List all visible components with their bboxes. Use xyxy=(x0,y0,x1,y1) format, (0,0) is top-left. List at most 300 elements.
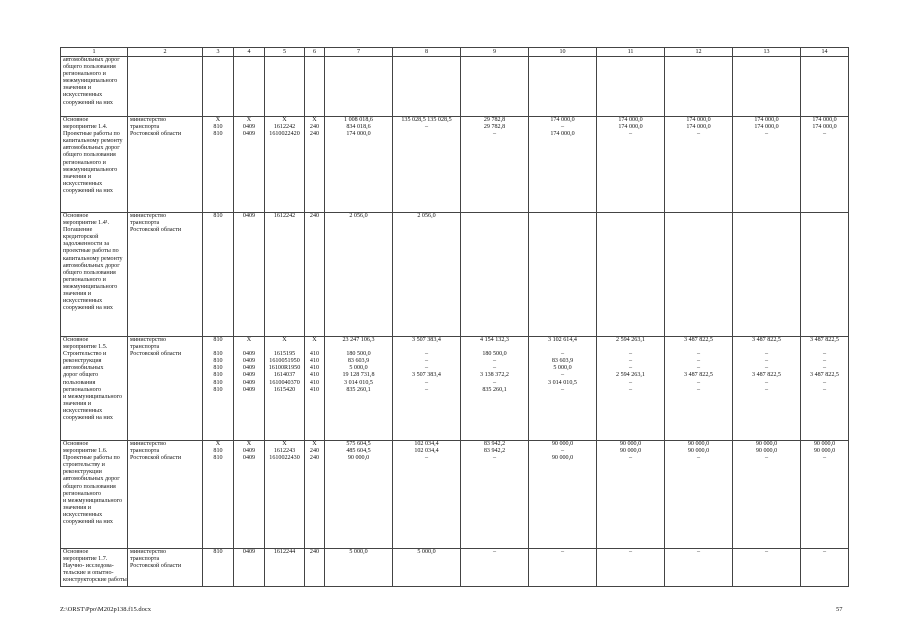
value-cell xyxy=(801,337,849,441)
column-number: 14 xyxy=(801,48,849,57)
cell-line: – xyxy=(822,549,827,555)
cell-line: 174 000,0 xyxy=(812,124,837,131)
cell-line: Проектные работы по xyxy=(63,131,120,138)
cell-line: 0409 xyxy=(242,351,256,358)
cell-line: значения и xyxy=(63,400,92,407)
cell-line: 1 008 018,6 xyxy=(344,117,373,123)
column-number-row xyxy=(61,48,849,57)
value-cell xyxy=(597,117,665,213)
cell-line: 410 xyxy=(309,379,320,386)
cell-line: 29 782,8 xyxy=(483,124,506,131)
executor-cell xyxy=(128,117,203,213)
value-cell xyxy=(801,213,849,337)
cell-line: 1612242 xyxy=(273,124,296,131)
cell-line: 90 000,0 xyxy=(347,455,370,462)
cell-line: – xyxy=(764,549,769,555)
cell-line: автомобильных дорог xyxy=(63,262,120,269)
cell-line: 3 487 822,5 xyxy=(810,337,839,343)
column-number: 5 xyxy=(265,48,305,57)
activity-name-cell xyxy=(61,549,128,587)
value-cell xyxy=(325,441,393,549)
cell-line: 835 260,1 xyxy=(482,386,507,393)
cell-line: – xyxy=(764,386,769,393)
cell-line: министерство xyxy=(130,337,167,343)
value-cell xyxy=(265,441,305,549)
cell-line: – xyxy=(822,365,827,372)
cell-line: 810 xyxy=(213,372,223,379)
cell-line: 3 487 822,5 xyxy=(684,372,713,379)
cell-line: конструкторские работы xyxy=(63,577,127,584)
value-cell xyxy=(305,117,325,213)
cell-line: – xyxy=(764,351,769,358)
cell-line: – xyxy=(492,455,497,462)
cell-line: – xyxy=(424,386,429,393)
column-number: 10 xyxy=(529,48,597,57)
cell-line: сооружений на них xyxy=(63,415,113,422)
cell-line: – xyxy=(764,455,769,462)
cell-line: 810 xyxy=(213,448,223,455)
cell-line: 240 xyxy=(309,131,320,138)
cell-line: 174 000,0 xyxy=(550,131,575,138)
value-cell xyxy=(325,57,393,117)
cell-line: 19 128 731,8 xyxy=(342,372,375,379)
cell-line: – xyxy=(822,455,827,462)
value-cell xyxy=(265,117,305,213)
cell-line: – xyxy=(560,351,565,358)
value-cell xyxy=(203,213,234,337)
cell-line: 90 000,0 xyxy=(551,441,574,447)
value-cell xyxy=(733,213,801,337)
cell-line: – xyxy=(628,131,633,138)
value-cell xyxy=(529,57,597,117)
column-number: 8 xyxy=(393,48,461,57)
cell-line: министерство xyxy=(130,117,167,123)
cell-line: реконструкции xyxy=(63,469,102,476)
activity-name-cell xyxy=(61,441,128,549)
cell-line: Основное xyxy=(63,337,89,343)
cell-line: Основное xyxy=(63,213,89,219)
cell-line: 240 xyxy=(309,549,320,555)
cell-line: 83 603,9 xyxy=(347,358,370,365)
value-cell xyxy=(461,213,529,337)
cell-line: 1612244 xyxy=(273,549,296,555)
cell-line: 1612242 xyxy=(273,213,296,219)
cell-line: 102 034,4 xyxy=(414,448,439,455)
value-cell xyxy=(461,549,529,587)
cell-line: – xyxy=(628,365,633,372)
cell-line: – xyxy=(628,351,633,358)
cell-line: кредиторской xyxy=(63,234,99,241)
value-cell xyxy=(393,337,461,441)
value-cell xyxy=(597,549,665,587)
cell-line: общего пользования xyxy=(63,64,116,71)
cell-line: X xyxy=(312,337,317,343)
cell-line: 23 247 106,3 xyxy=(342,337,375,343)
cell-line: 90 000,0 xyxy=(687,448,710,455)
cell-line: межмуниципального xyxy=(63,166,118,173)
value-cell xyxy=(801,441,849,549)
cell-line: 810 xyxy=(213,386,223,393)
column-number: 7 xyxy=(325,48,393,57)
cell-line: – xyxy=(560,549,565,555)
value-cell xyxy=(597,57,665,117)
cell-line: межмуниципального xyxy=(63,78,118,85)
table-row xyxy=(61,337,849,441)
cell-line: 240 xyxy=(309,455,320,462)
cell-line: общего пользования xyxy=(63,152,116,159)
value-cell xyxy=(325,337,393,441)
cell-line: – xyxy=(424,379,429,386)
cell-line: искусственных xyxy=(63,298,103,305)
cell-line: 0409 xyxy=(242,455,256,462)
cell-line xyxy=(236,344,262,351)
cell-line: транспорта xyxy=(130,220,160,227)
table-row xyxy=(61,57,849,117)
cell-line: – xyxy=(822,351,827,358)
cell-line: – xyxy=(822,358,827,365)
cell-line: 174 000,0 xyxy=(754,117,779,123)
cell-line: 90 000,0 xyxy=(619,448,642,455)
value-cell xyxy=(461,337,529,441)
value-cell xyxy=(529,549,597,587)
cell-line: 1610040370 xyxy=(269,379,300,386)
cell-line: 174 000,0 xyxy=(618,124,643,131)
cell-line: X xyxy=(312,117,317,123)
cell-line: 2 056,0 xyxy=(417,213,436,219)
cell-line: 1610022420 xyxy=(269,131,300,138)
cell-line: Ростовской области xyxy=(130,227,182,234)
cell-line: 835 260,1 xyxy=(346,386,371,393)
value-cell xyxy=(665,117,733,213)
activity-name-cell xyxy=(61,337,128,441)
table-row xyxy=(61,213,849,337)
cell-line: 16100R1950 xyxy=(268,365,301,372)
cell-line: 410 xyxy=(309,365,320,372)
value-cell xyxy=(733,57,801,117)
cell-line: – xyxy=(822,379,827,386)
cell-line: – xyxy=(492,549,497,555)
cell-line: 810 xyxy=(213,365,223,372)
cell-line: – xyxy=(628,549,633,555)
cell-line: 3 138 372,2 xyxy=(480,372,509,379)
table-row xyxy=(61,117,849,213)
cell-line: искусственных xyxy=(63,407,103,414)
cell-line: 29 782,8 xyxy=(483,117,506,123)
table-body xyxy=(61,57,849,587)
cell-line: – xyxy=(696,351,701,358)
cell-line: 135 028,5 135 028,5 xyxy=(401,117,452,123)
cell-line: 0409 xyxy=(242,358,256,365)
cell-line: мероприятие 1.7. xyxy=(63,556,108,563)
cell-line: X xyxy=(215,117,221,123)
column-number: 12 xyxy=(665,48,733,57)
cell-line: 810 xyxy=(213,455,223,462)
cell-line: 0409 xyxy=(242,365,256,372)
cell-line: 1612243 xyxy=(273,448,296,455)
cell-line: регионального xyxy=(63,490,102,497)
cell-line: сооружений на них xyxy=(63,519,113,526)
cell-line: 83 942,2 xyxy=(483,448,506,455)
cell-line: – xyxy=(696,549,701,555)
cell-line: X xyxy=(246,117,252,123)
activity-name-cell xyxy=(61,57,128,117)
cell-line: автомобильных дорог xyxy=(63,476,120,483)
cell-line: 575 604,5 xyxy=(346,441,371,447)
value-cell xyxy=(733,117,801,213)
cell-line xyxy=(599,344,662,351)
cell-line: X xyxy=(312,441,317,447)
column-number: 6 xyxy=(305,48,325,57)
value-cell xyxy=(325,549,393,587)
cell-line: сооружений на них xyxy=(63,99,113,106)
value-cell xyxy=(305,441,325,549)
cell-line xyxy=(267,344,302,351)
value-cell xyxy=(203,441,234,549)
cell-line xyxy=(463,344,526,351)
value-cell xyxy=(461,441,529,549)
cell-line: 5 000,0 xyxy=(349,549,368,555)
activity-name-cell xyxy=(61,213,128,337)
cell-line: 240 xyxy=(309,124,320,131)
cell-line: 174 000,0 xyxy=(754,124,779,131)
value-cell xyxy=(203,57,234,117)
value-cell xyxy=(597,337,665,441)
cell-line: 4 154 132,3 xyxy=(480,337,509,343)
cell-line: 240 xyxy=(309,213,320,219)
cell-line: 0409 xyxy=(242,213,256,219)
cell-line: 174 000,0 xyxy=(686,124,711,131)
column-number: 13 xyxy=(733,48,801,57)
cell-line: 3 487 822,5 xyxy=(684,337,713,343)
cell-line: 410 xyxy=(309,358,320,365)
cell-line: – xyxy=(560,372,565,379)
value-cell xyxy=(234,213,265,337)
cell-line: Основное xyxy=(63,549,89,555)
cell-line: 90 000,0 xyxy=(687,441,710,447)
cell-line: министерство xyxy=(130,213,167,219)
cell-line: Ростовской области xyxy=(130,131,182,138)
value-cell xyxy=(529,213,597,337)
cell-line: 810 xyxy=(213,131,223,138)
cell-line: 83 942,2 xyxy=(483,441,506,447)
cell-line: значения и xyxy=(63,504,92,511)
cell-line: – xyxy=(764,358,769,365)
value-cell xyxy=(665,57,733,117)
cell-line: – xyxy=(424,351,429,358)
value-cell xyxy=(733,337,801,441)
cell-line: – xyxy=(822,386,827,393)
cell-line: 0409 xyxy=(242,549,256,555)
cell-line: 0409 xyxy=(242,448,256,455)
cell-line: – xyxy=(696,455,701,462)
cell-line: 3 014 010,5 xyxy=(548,379,577,386)
cell-line xyxy=(327,344,390,351)
value-cell xyxy=(234,337,265,441)
cell-line: 810 xyxy=(213,358,223,365)
cell-line: искусственных xyxy=(63,180,103,187)
cell-line: 3 507 383,4 xyxy=(412,337,441,343)
cell-line: 90 000,0 xyxy=(619,441,642,447)
cell-line: 0409 xyxy=(242,379,256,386)
cell-line: – xyxy=(560,124,565,131)
cell-line: 810 xyxy=(213,549,223,555)
cell-line: 810 xyxy=(213,213,223,219)
cell-line: тельские и опытно- xyxy=(63,570,114,577)
cell-line: – xyxy=(424,358,429,365)
cell-line: 102 034,4 xyxy=(414,441,439,447)
cell-line: мероприятие 1.6. xyxy=(63,448,108,455)
table-row xyxy=(61,441,849,549)
budget-table-page xyxy=(60,47,848,587)
cell-line: 810 xyxy=(213,124,223,131)
page-number: 57 xyxy=(836,606,843,613)
cell-line: 1610051950 xyxy=(269,358,300,365)
cell-line: и межмуниципального xyxy=(63,393,123,400)
value-cell xyxy=(597,213,665,337)
value-cell xyxy=(265,57,305,117)
cell-line: X xyxy=(282,117,287,123)
cell-line: 3 487 822,5 xyxy=(752,337,781,343)
executor-cell xyxy=(128,213,203,337)
cell-line: мероприятие 1.5. xyxy=(63,344,108,351)
cell-line: – xyxy=(424,365,429,372)
value-cell xyxy=(461,117,529,213)
cell-line: транспорта xyxy=(130,448,160,455)
value-cell xyxy=(234,117,265,213)
cell-line: и межмуниципального xyxy=(63,497,123,504)
cell-line: Научно- исследова- xyxy=(63,563,114,570)
cell-line: X xyxy=(282,337,287,343)
value-cell xyxy=(265,213,305,337)
cell-line xyxy=(735,344,798,351)
cell-line: – xyxy=(822,131,827,138)
cell-line: 410 xyxy=(309,351,320,358)
value-cell xyxy=(305,57,325,117)
column-number: 1 xyxy=(61,48,128,57)
cell-line: 3 487 822,5 xyxy=(752,372,781,379)
cell-line: X xyxy=(246,441,252,447)
cell-line: – xyxy=(560,448,565,455)
cell-line: 3 487 822,5 xyxy=(810,372,839,379)
cell-line: 1610022430 xyxy=(269,455,300,462)
cell-line: регионального и xyxy=(63,71,106,78)
cell-line: 174 000,0 xyxy=(812,117,837,123)
value-cell xyxy=(203,117,234,213)
cell-line: 5 000,0 xyxy=(553,365,572,372)
value-cell xyxy=(393,441,461,549)
cell-line: 0409 xyxy=(242,372,256,379)
cell-line xyxy=(395,344,458,351)
cell-line: – xyxy=(696,358,701,365)
value-cell xyxy=(305,337,325,441)
executor-cell xyxy=(128,441,203,549)
value-cell xyxy=(234,549,265,587)
cell-line: Ростовской области xyxy=(130,563,182,570)
value-cell xyxy=(801,549,849,587)
cell-line: 0409 xyxy=(242,131,256,138)
cell-line: регионального и xyxy=(63,276,106,283)
column-number: 9 xyxy=(461,48,529,57)
cell-line: 174 000,0 xyxy=(550,117,575,123)
cell-line: – xyxy=(492,379,497,386)
file-path: Z:\ORST\Ppo\M202p138.f15.docx xyxy=(60,606,152,613)
value-cell xyxy=(393,117,461,213)
cell-line: 1615420 xyxy=(273,386,296,393)
cell-line: 0409 xyxy=(242,386,256,393)
cell-line: искусственных xyxy=(63,511,103,518)
value-cell xyxy=(265,549,305,587)
cell-line: 1615195 xyxy=(273,351,296,358)
cell-line: значения и xyxy=(63,173,92,180)
cell-line: Строительство и xyxy=(63,351,107,358)
cell-line: 90 000,0 xyxy=(755,448,778,455)
cell-line: 410 xyxy=(309,372,320,379)
cell-line: Погашение xyxy=(63,227,93,234)
activity-name-cell xyxy=(61,117,128,213)
value-cell xyxy=(733,441,801,549)
cell-line: – xyxy=(628,455,633,462)
cell-line: общего пользования xyxy=(63,269,116,276)
cell-line: Ростовской области xyxy=(130,455,182,462)
cell-line: транспорта xyxy=(130,556,160,563)
cell-line: регионального xyxy=(63,386,102,393)
cell-line: X xyxy=(282,441,287,447)
cell-line: мероприятие 1.4. xyxy=(63,124,108,131)
cell-line: автомобильных дорог xyxy=(63,57,120,63)
cell-line: Ростовской области xyxy=(130,351,182,358)
cell-line xyxy=(803,344,846,351)
value-cell xyxy=(529,441,597,549)
cell-line: – xyxy=(696,386,701,393)
value-cell xyxy=(665,441,733,549)
cell-line: автомобильных xyxy=(63,365,104,372)
cell-line: 90 000,0 xyxy=(755,441,778,447)
cell-line: проектные работы по xyxy=(63,248,119,255)
cell-line: пользования xyxy=(63,379,96,386)
value-cell xyxy=(393,549,461,587)
cell-line xyxy=(205,344,231,351)
cell-line: 5 000,0 xyxy=(349,365,368,372)
cell-line: 240 xyxy=(309,448,320,455)
cell-line: 1614037 xyxy=(273,372,296,379)
cell-line: – xyxy=(424,124,429,131)
cell-line: 174 000,0 xyxy=(346,131,371,138)
cell-line: значения и xyxy=(63,85,92,92)
value-cell xyxy=(529,117,597,213)
cell-line: транспорта xyxy=(130,344,160,351)
cell-line: реконструкция xyxy=(63,358,102,365)
column-number: 11 xyxy=(597,48,665,57)
value-cell xyxy=(665,337,733,441)
cell-line xyxy=(307,344,322,351)
executor-cell xyxy=(128,57,203,117)
cell-line: задолженности за xyxy=(63,241,110,248)
value-cell xyxy=(529,337,597,441)
cell-line: министерство xyxy=(130,441,167,447)
cell-line xyxy=(531,344,594,351)
cell-line: – xyxy=(696,379,701,386)
cell-line: – xyxy=(764,379,769,386)
cell-line: 810 xyxy=(213,337,223,343)
cell-line: межмуниципального xyxy=(63,283,118,290)
cell-line: 90 000,0 xyxy=(813,448,836,455)
cell-line: – xyxy=(560,386,565,393)
cell-line: 2 594 263,1 xyxy=(616,372,645,379)
cell-line: регионального и xyxy=(63,159,106,166)
cell-line: капитальному ремонту xyxy=(63,255,123,262)
cell-line: 3 507 383,4 xyxy=(412,372,441,379)
cell-line: сооружений на них xyxy=(63,305,113,312)
